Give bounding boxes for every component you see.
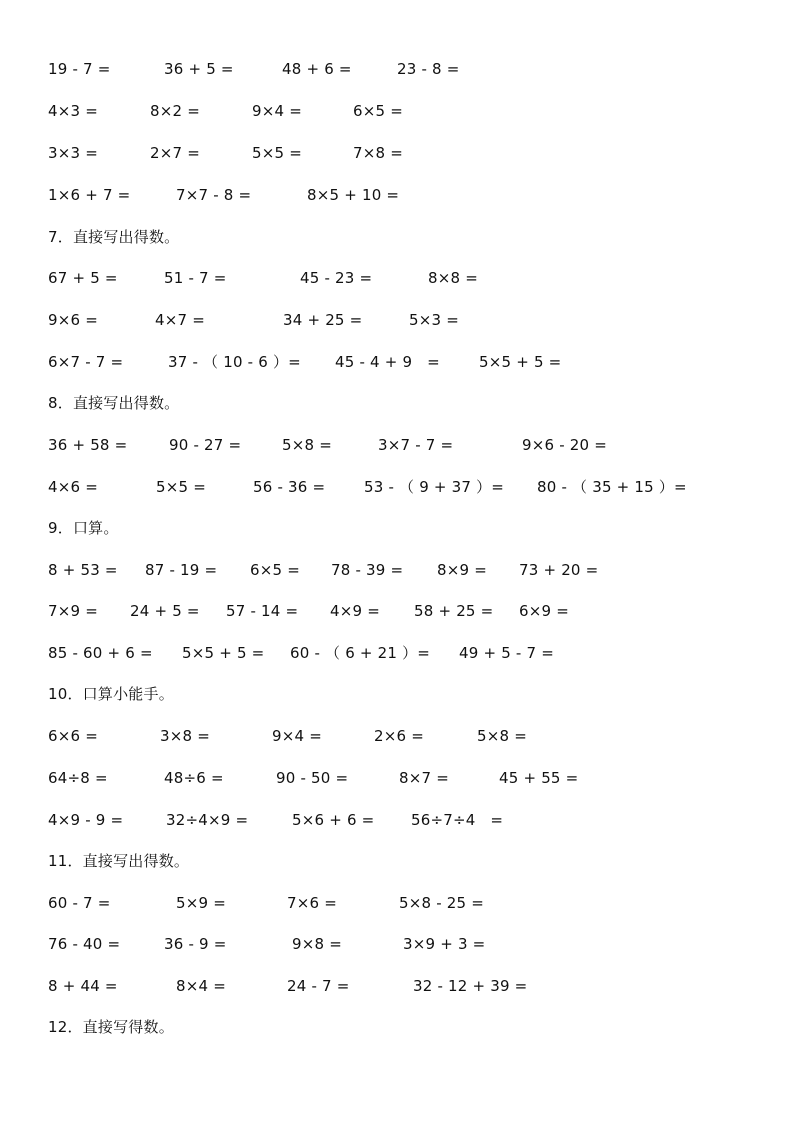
problem-row: [0, 766, 794, 790]
math-problem: 4×9 =: [330, 602, 380, 620]
math-problem: 60 - （ 6 + 21 ）=: [290, 644, 431, 662]
problem-row: [0, 141, 794, 165]
math-problem: 78 - 39 =: [331, 561, 404, 579]
math-problem: 6×5 =: [353, 102, 403, 120]
problem-row: [0, 57, 794, 81]
section-heading: [0, 1015, 794, 1039]
section-title: 7．直接写出得数。: [48, 228, 180, 246]
problem-row: [0, 558, 794, 582]
math-problem: 45 - 4 + 9 =: [335, 353, 440, 371]
math-problem: 48÷6 =: [164, 769, 224, 787]
problem-row: [0, 932, 794, 956]
problem-row: [0, 350, 794, 374]
math-problem: 57 - 14 =: [226, 602, 299, 620]
math-problem: 5×8 =: [477, 727, 527, 745]
math-problem: 6×7 - 7 =: [48, 353, 124, 371]
math-problem: 5×5 + 5 =: [479, 353, 562, 371]
math-problem: 9×6 - 20 =: [522, 436, 608, 454]
math-problem: 9×8 =: [292, 935, 342, 953]
section-title: 11．直接写出得数。: [48, 852, 190, 870]
section-heading: [0, 516, 794, 540]
math-problem: 5×8 =: [282, 436, 332, 454]
math-problem: 8×7 =: [399, 769, 449, 787]
math-problem: 7×8 =: [353, 144, 403, 162]
math-problem: 36 + 5 =: [164, 60, 234, 78]
math-problem: 36 - 9 =: [164, 935, 227, 953]
math-problem: 36 + 58 =: [48, 436, 128, 454]
math-problem: 51 - 7 =: [164, 269, 227, 287]
section-heading: [0, 682, 794, 706]
math-problem: 5×5 =: [252, 144, 302, 162]
math-problem: 9×4 =: [272, 727, 322, 745]
math-problem: 6×6 =: [48, 727, 98, 745]
math-problem: 8 + 44 =: [48, 977, 118, 995]
math-problem: 5×5 + 5 =: [182, 644, 265, 662]
section-title: 9．口算。: [48, 519, 119, 537]
math-problem: 80 - （ 35 + 15 ）=: [537, 478, 687, 496]
math-problem: 5×3 =: [409, 311, 459, 329]
math-problem: 90 - 50 =: [276, 769, 349, 787]
math-problem: 3×3 =: [48, 144, 98, 162]
math-problem: 67 + 5 =: [48, 269, 118, 287]
math-problem: 8×8 =: [428, 269, 478, 287]
math-problem: 76 - 40 =: [48, 935, 121, 953]
section-heading: [0, 391, 794, 415]
math-problem: 5×5 =: [156, 478, 206, 496]
math-problem: 6×9 =: [519, 602, 569, 620]
math-problem: 5×8 - 25 =: [399, 894, 485, 912]
math-problem: 32÷4×9 =: [166, 811, 249, 829]
math-problem: 45 + 55 =: [499, 769, 579, 787]
math-problem: 87 - 19 =: [145, 561, 218, 579]
math-problem: 58 + 25 =: [414, 602, 494, 620]
section-title: 12．直接写得数。: [48, 1018, 174, 1036]
problem-row: [0, 475, 794, 499]
math-problem: 19 - 7 =: [48, 60, 111, 78]
math-problem: 8×2 =: [150, 102, 200, 120]
problem-row: [0, 266, 794, 290]
math-problem: 64÷8 =: [48, 769, 108, 787]
math-problem: 3×8 =: [160, 727, 210, 745]
math-problem: 49 + 5 - 7 =: [459, 644, 554, 662]
math-problem: 8×9 =: [437, 561, 487, 579]
problem-row: [0, 724, 794, 748]
math-problem: 6×5 =: [250, 561, 300, 579]
math-problem: 56 - 36 =: [253, 478, 326, 496]
section-heading: [0, 225, 794, 249]
problem-row: [0, 433, 794, 457]
math-problem: 23 - 8 =: [397, 60, 460, 78]
section-title: 10．口算小能手。: [48, 685, 174, 703]
math-problem: 2×7 =: [150, 144, 200, 162]
math-problem: 56÷7÷4 =: [411, 811, 504, 829]
math-problem: 4×3 =: [48, 102, 98, 120]
math-problem: 3×7 - 7 =: [378, 436, 454, 454]
math-problem: 37 - （ 10 - 6 ）=: [168, 353, 301, 371]
section-heading: [0, 849, 794, 873]
math-problem: 9×4 =: [252, 102, 302, 120]
math-problem: 7×9 =: [48, 602, 98, 620]
math-problem: 53 - （ 9 + 37 ）=: [364, 478, 505, 496]
problem-row: [0, 891, 794, 915]
math-problem: 2×6 =: [374, 727, 424, 745]
problem-row: [0, 308, 794, 332]
math-problem: 60 - 7 =: [48, 894, 111, 912]
problem-row: [0, 808, 794, 832]
math-problem: 45 - 23 =: [300, 269, 373, 287]
math-problem: 8 + 53 =: [48, 561, 118, 579]
math-problem: 4×7 =: [155, 311, 205, 329]
math-problem: 48 + 6 =: [282, 60, 352, 78]
math-problem: 4×9 - 9 =: [48, 811, 124, 829]
math-problem: 85 - 60 + 6 =: [48, 644, 153, 662]
math-problem: 3×9 + 3 =: [403, 935, 486, 953]
math-problem: 24 + 5 =: [130, 602, 200, 620]
math-problem: 32 - 12 + 39 =: [413, 977, 528, 995]
problem-row: [0, 974, 794, 998]
math-problem: 73 + 20 =: [519, 561, 599, 579]
math-problem: 34 + 25 =: [283, 311, 363, 329]
problem-row: [0, 99, 794, 123]
math-problem: 90 - 27 =: [169, 436, 242, 454]
problem-row: [0, 641, 794, 665]
math-problem: 8×4 =: [176, 977, 226, 995]
math-problem: 5×9 =: [176, 894, 226, 912]
section-title: 8．直接写出得数。: [48, 394, 180, 412]
math-problem: 7×6 =: [287, 894, 337, 912]
problem-row: [0, 599, 794, 623]
problem-row: [0, 183, 794, 207]
math-problem: 4×6 =: [48, 478, 98, 496]
math-problem: 1×6 + 7 =: [48, 186, 131, 204]
math-problem: 5×6 + 6 =: [292, 811, 375, 829]
math-problem: 7×7 - 8 =: [176, 186, 252, 204]
math-problem: 8×5 + 10 =: [307, 186, 400, 204]
math-problem: 24 - 7 =: [287, 977, 350, 995]
math-problem: 9×6 =: [48, 311, 98, 329]
